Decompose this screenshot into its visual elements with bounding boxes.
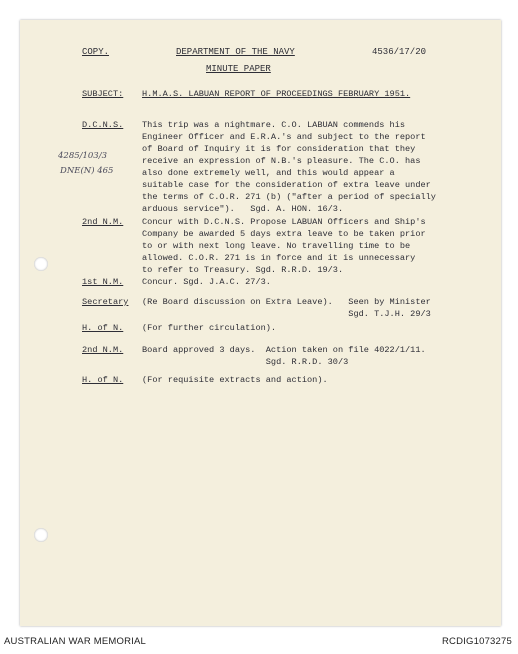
minute-line: (For further circulation).: [142, 323, 277, 333]
minute-label-2nd-nm-final: 2nd N.M.: [82, 345, 124, 355]
minute-line: the terms of C.O.R. 271 (b) ("after a period of specially: [142, 192, 436, 202]
minute-line: Board approved 3 days. Action taken on file 4022/1/11.: [142, 345, 426, 355]
minute-line: Sgd. R.R.D. 30/3: [142, 357, 349, 367]
minute-line: allowed. C.O.R. 271 is in force and it is unnecessary: [142, 253, 416, 263]
minute-line: Company be awarded 5 days extra leave to be taken prior: [142, 229, 426, 239]
archive-id: RCDIG1073275: [442, 636, 512, 647]
minute-line: receive an expression of N.B.'s pleasure. The C.O. has: [142, 156, 421, 166]
minute-label-secretary: Secretary: [82, 297, 129, 307]
minute-body-secretary: [142, 296, 431, 320]
minute-line: Concur with D.C.N.S. Propose LABUAN Officers and Ship's: [142, 217, 426, 227]
minute-line: of Board of Inquiry it is for consideration that they: [142, 144, 416, 154]
file-number: 4536/17/20: [372, 47, 427, 57]
punch-hole-top: [34, 257, 48, 271]
minute-line: suitable case for the consideration of extra leave under: [142, 180, 431, 190]
minute-line: to refer to Treasury. Sgd. R.R.D. 19/3.: [142, 265, 344, 275]
copy-label: COPY.: [82, 47, 110, 57]
minute-label-h-of-n-final: H. of N.: [82, 375, 124, 385]
minute-body-h-of-n: [142, 322, 276, 334]
handwritten-dne-ref: DNE(N) 465: [60, 166, 114, 176]
minute-paper-title: MINUTE PAPER: [206, 64, 271, 74]
subject-text: H.M.A.S. LABUAN REPORT OF PROCEEDINGS FEBRUARY 1951.: [142, 89, 411, 99]
minute-line: Concur. Sgd. J.A.C. 27/3.: [142, 277, 271, 287]
minute-body-h-of-n-final: [142, 374, 328, 386]
minute-label-dcns: D.C.N.S.: [82, 120, 124, 130]
minute-body-dcns: [142, 119, 436, 215]
minute-label-2nd-nm: 2nd N.M.: [82, 217, 124, 227]
minute-line: Engineer Officer and E.R.A.'s and subject to the report: [142, 132, 426, 142]
department-title: DEPARTMENT OF THE NAVY: [176, 47, 295, 57]
minute-body-1st-nm: [142, 276, 271, 288]
handwritten-file-ref: 4285/103/3: [58, 151, 107, 161]
minute-line: also done extremely well, and this would appear a: [142, 168, 395, 178]
minute-line: (Re Board discussion on Extra Leave). Seen by Minister: [142, 297, 431, 307]
minute-line: to or with next long leave. No travelling time to be: [142, 241, 411, 251]
minute-body-2nd-nm: [142, 216, 426, 276]
minute-label-h-of-n: H. of N.: [82, 323, 124, 333]
archive-credit: AUSTRALIAN WAR MEMORIAL: [4, 636, 147, 647]
punch-hole-bottom: [34, 528, 48, 542]
minute-line: This trip was a nightmare. C.O. LABUAN commends his: [142, 120, 406, 130]
subject-label: SUBJECT:: [82, 89, 124, 99]
minute-body-2nd-nm-final: [142, 344, 426, 368]
minute-line: (For requisite extracts and action).: [142, 375, 328, 385]
minute-label-1st-nm: 1st N.M.: [82, 277, 124, 287]
minute-line: arduous service"). Sgd. A. HON. 16/3.: [142, 204, 344, 214]
minute-line: Sgd. T.J.H. 29/3: [142, 309, 431, 319]
